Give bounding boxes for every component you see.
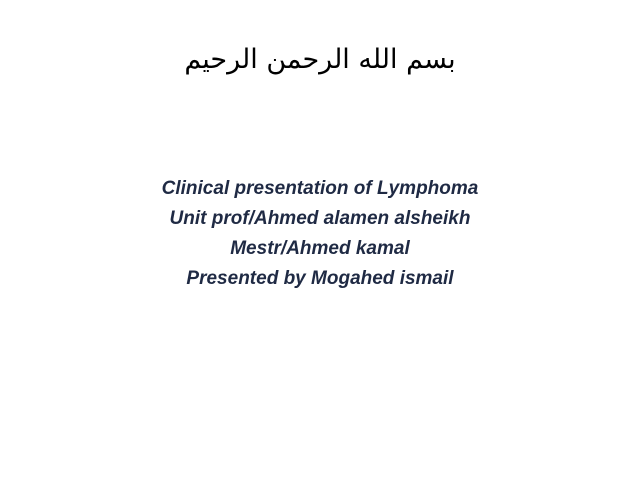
subtitle-line-unit: Unit prof/Ahmed alamen alsheikh bbox=[169, 208, 471, 229]
slide-subtitle bbox=[0, 174, 640, 294]
subtitle-line-presenter: Presented by Mogahed ismail bbox=[186, 268, 454, 289]
subtitle-line-topic: Clinical presentation of Lymphoma bbox=[161, 178, 479, 199]
subtitle-line-supervisor: Mestr/Ahmed kamal bbox=[230, 238, 410, 259]
slide-title: بسم الله الرحمن الرحيم bbox=[184, 44, 456, 75]
